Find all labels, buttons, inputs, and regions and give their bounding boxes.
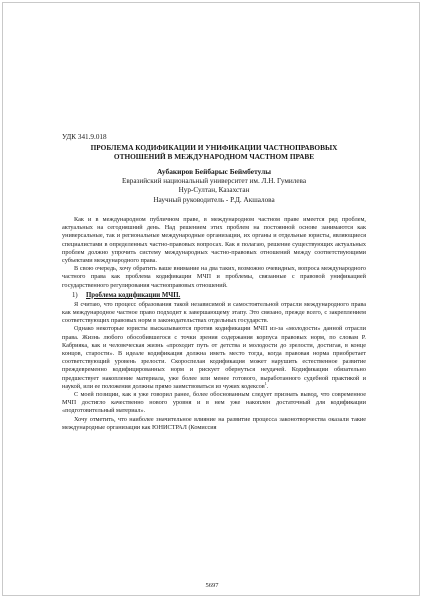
author-name: Аубакиров Бейбарыс Беймбетулы <box>156 167 272 176</box>
udk-code: УДК 341.9.018 <box>62 133 107 141</box>
paragraph-critique-text: Однако некоторые юристы высказываются против кодификации МЧП из-за «молодости» данной отрасли права. Жизнь любого обособившегося с точки зрения содержания корпуса правовых норм, по словам Р. Кабрияка, как и человеческая жизнь «проходит путь от детства и молодости до зрелости, достигая, в конце концов, старости». В идеале кодификация должна иметь место тогда, когда правовая норма приобретает соответствующий уровень зрелости. Скороспелая кодификация может нарушить естественное развитие преждевременно кодифицированных норм и рискует обернуться неудачей. Кодификации обязательно предшествует накопление материала, уже более или менее готового, выработанного судебной практикой и наукой, или ее положения должны прямо заимствоваться из чужих кодексов <box>62 325 366 390</box>
section-heading <box>72 291 366 300</box>
title-line-2: ОТНОШЕНИЙ В МЕЖДУНАРОДНОМ ЧАСТНОМ ПРАВЕ <box>113 152 315 161</box>
page-number: 5697 <box>205 582 219 589</box>
footnote-marker: 1 <box>264 380 267 386</box>
city: Нур-Султан, Казахстан <box>178 186 250 195</box>
paragraph-opinion: Я считаю, что процесс образования такой независимой и самостоятельной отрасли международного права как международное частное право подходит к завершающему этапу. Это связано, прежде всего, с закреплением соответствующих правовых норм в законодательствах отдельных государств. <box>62 300 366 325</box>
paragraph-organizations: Хочу отметить, что наиболее значительное влияние на развитие процесса законотворчества оказали такие международные организации как ЮНИСТРАЛ (Комиссия <box>62 415 366 431</box>
section-title: Проблема кодификации МЧП. <box>86 291 181 299</box>
section-number: 1) <box>72 291 78 299</box>
article <box>62 133 366 432</box>
paragraph-critique <box>62 325 366 391</box>
supervisor: Научный руководитель - Р.Д. Акшалова <box>153 196 275 205</box>
title-line-1: ПРОБЛЕМА КОДИФИКАЦИИ И УНИФИКАЦИИ ЧАСТНОПРАВОВЫХ <box>90 143 338 152</box>
paragraph-intro: Как и в международном публичном праве, в международном частном праве имеется ряд проблем, актуальных на сегодняшний день. Над решением этих проблем на постоянной основе занимаются как универсальные, так и региональные международные организации, их органы и отдельные юристы, являющиеся специалистами в определенных частно-правовых вопросах. Как я полагаю, решение существующих актуальных проблем должно упрочить систему международных частно-правовых отношений между соответствующими субъектами международного права. <box>62 215 366 264</box>
paragraph-position: С моей позиции, как я уже говорил ранее, более обоснованным следует признать вывод, что современное МЧП достигло качественно нового уровня и в нем уже накоплен достаточный для кодификации «подготовительный материал». <box>62 390 366 415</box>
paragraph-critique-end: . <box>266 382 269 390</box>
article-title <box>62 143 366 161</box>
affiliation: Евразийский национальный университет им. Л.Н. Гумилева <box>121 176 307 185</box>
paragraph-focus: В свою очередь, хочу обратить ваше внимание на два таких, возможно очевидных, вопроса международного частного права как проблема кодификации МЧП и проблемы, связанные с правовой унификацией государственного регулирования частноправовых отношений. <box>62 265 366 289</box>
